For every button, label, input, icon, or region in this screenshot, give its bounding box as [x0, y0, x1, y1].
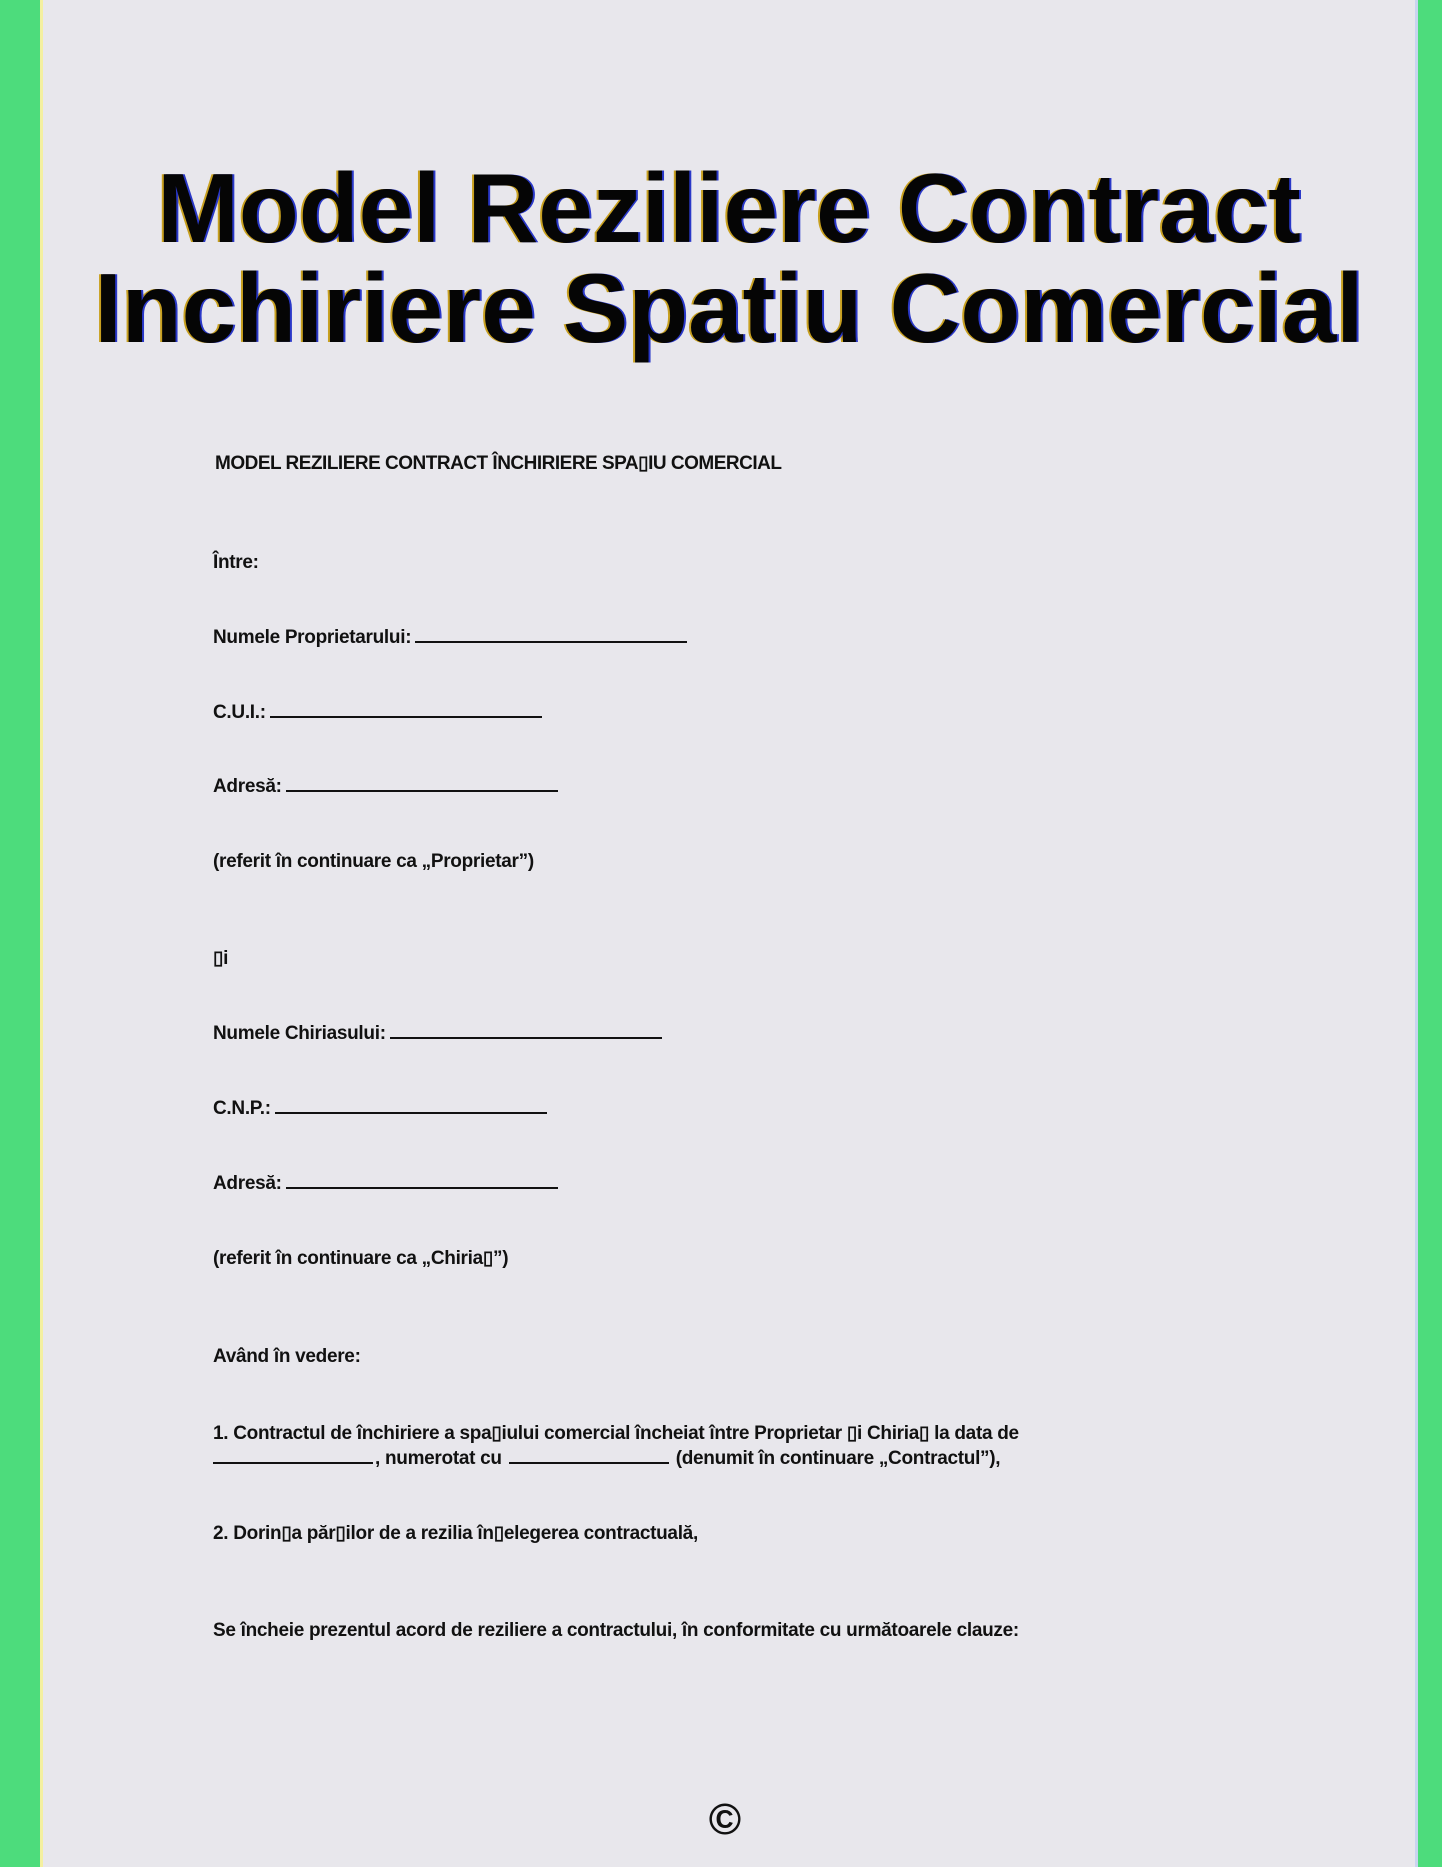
clause-2: 2. Dorin▯a păr▯ilor de a rezilia în▯elegerea contractuală,	[213, 1523, 698, 1544]
page-title	[40, 153, 1418, 363]
copyright-icon: ©	[708, 1795, 742, 1844]
owner-cui-blank[interactable]	[270, 702, 542, 718]
contract-date-blank[interactable]	[213, 1448, 373, 1464]
document-page	[40, 0, 1418, 1867]
tenant-address-label: Adresă:	[213, 1173, 282, 1194]
and-text: ▯i	[213, 948, 229, 969]
tenant-cnp-label: C.N.P.:	[213, 1098, 271, 1119]
tenant-name-row	[213, 1023, 662, 1045]
title-line-1: Model Reziliere Contract	[157, 153, 1301, 263]
owner-name-blank[interactable]	[415, 627, 687, 643]
tenant-address-blank[interactable]	[286, 1173, 558, 1189]
tenant-cnp-row	[213, 1098, 547, 1120]
clause-1-line-2	[213, 1448, 1000, 1470]
owner-address-blank[interactable]	[286, 776, 558, 792]
owner-cui-row	[213, 702, 542, 724]
clause-1-numbered-text: , numerotat cu	[375, 1448, 502, 1469]
tenant-address-row	[213, 1173, 558, 1195]
tenant-cnp-blank[interactable]	[275, 1098, 547, 1114]
owner-address-row	[213, 776, 558, 798]
tenant-name-label: Numele Chiriasului:	[213, 1023, 386, 1044]
owner-name-label: Numele Proprietarului:	[213, 627, 412, 648]
contract-number-blank[interactable]	[509, 1448, 669, 1464]
document-heading: MODEL REZILIERE CONTRACT ÎNCHIRIERE SPA▯IU COMERCIAL	[215, 453, 782, 474]
owner-name-row	[213, 627, 687, 649]
intro-text: Între:	[213, 552, 259, 573]
clause-1-line-1: 1. Contractul de închiriere a spa▯iului comercial încheiat între Proprietar ▯i Chiria▯ la data de	[213, 1423, 1019, 1444]
tenant-name-blank[interactable]	[390, 1023, 662, 1039]
conclusion-text: Se încheie prezentul acord de reziliere a contractului, în conformitate cu următoarele clauze:	[213, 1620, 1019, 1641]
owner-address-label: Adresă:	[213, 776, 282, 797]
clause-1-denumit-text: (denumit în continuare „Contractul”),	[675, 1448, 1001, 1469]
owner-reference: (referit în continuare ca „Proprietar”)	[213, 851, 534, 872]
title-line-2: Inchiriere Spatiu Comercial	[94, 253, 1364, 363]
considering-text: Având în vedere:	[213, 1346, 361, 1367]
owner-cui-label: C.U.I.:	[213, 702, 266, 723]
tenant-reference: (referit în continuare ca „Chiria▯”)	[213, 1248, 509, 1269]
